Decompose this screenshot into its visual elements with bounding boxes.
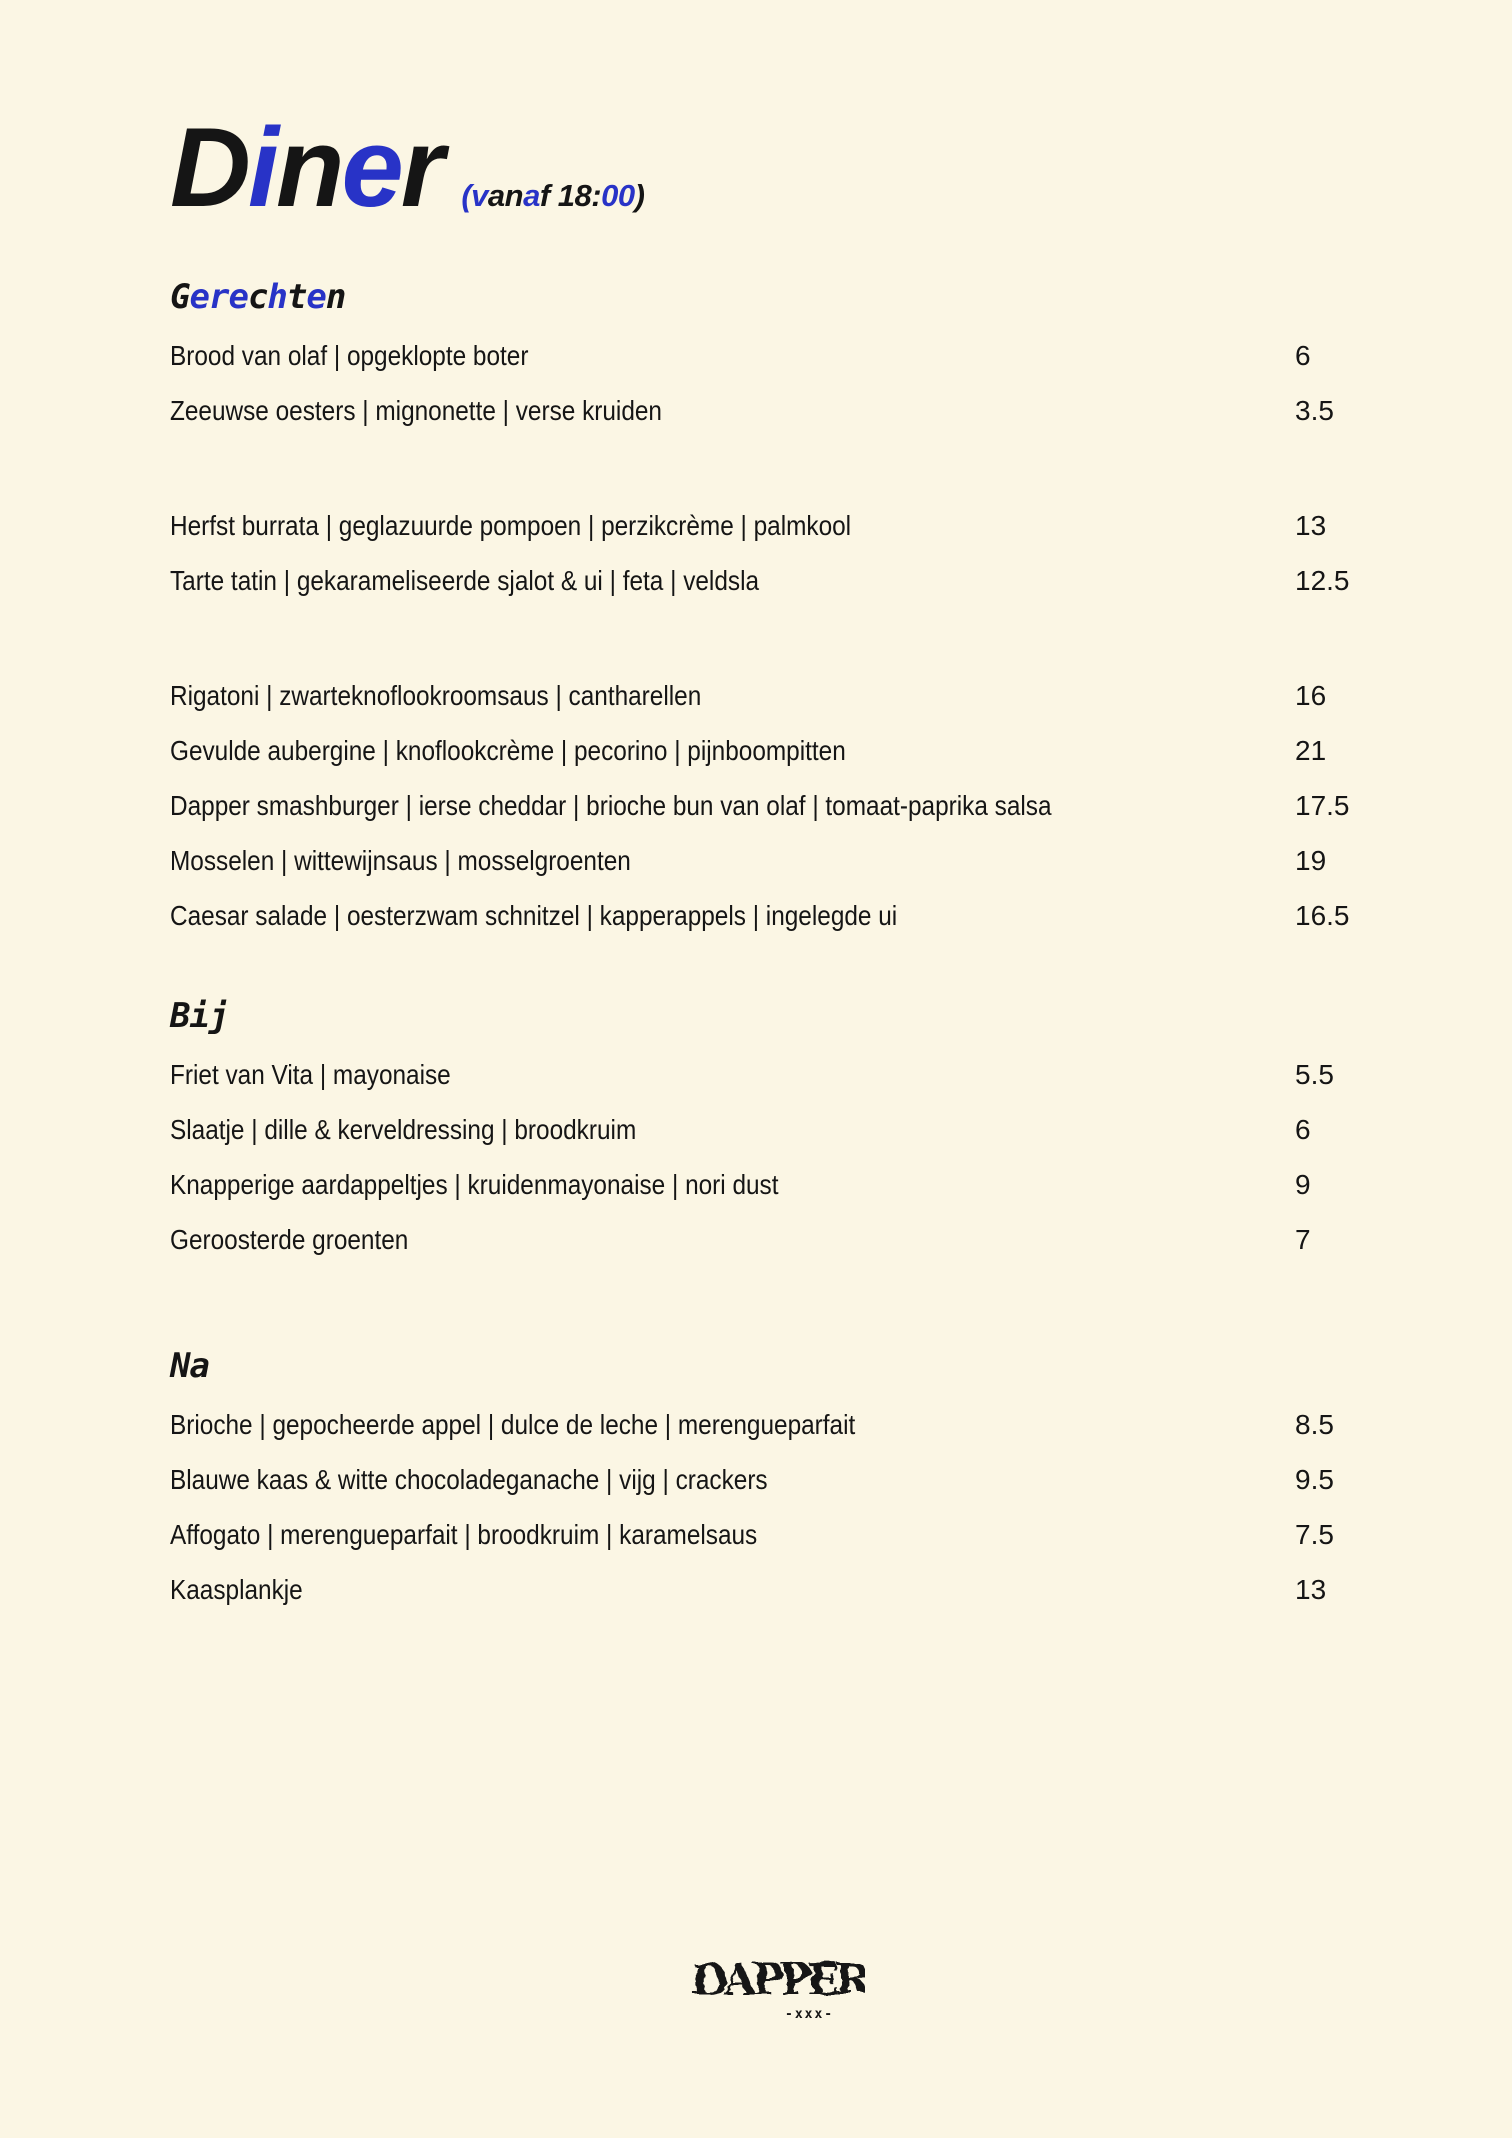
item-name: Herfst burrata | geglazuurde pompoen | perzikcrème | palmkool xyxy=(170,509,852,541)
item-name: Affogato | merengueparfait | broodkruim | karamelsaus xyxy=(170,1518,758,1550)
menu-group-mains xyxy=(170,668,1512,943)
section-heading-na: Na xyxy=(170,1346,209,1386)
item-price: 7 xyxy=(1295,1223,1311,1255)
item-price: 3.5 xyxy=(1295,394,1334,426)
na-list xyxy=(170,1397,1512,1617)
item-price: 9 xyxy=(1295,1168,1311,1200)
item-name: Caesar salade | oesterzwam schnitzel | kapperappels | ingelegde ui xyxy=(170,899,898,931)
section-na xyxy=(170,1346,1512,1617)
menu-group-sides xyxy=(170,1047,1512,1267)
bij-list xyxy=(170,1047,1512,1267)
menu-item-row xyxy=(170,328,1512,383)
item-price: 13 xyxy=(1295,1573,1327,1605)
item-price: 16 xyxy=(1295,679,1327,711)
menu-item-row xyxy=(170,1157,1512,1212)
page-title: Diner xyxy=(170,105,442,230)
item-price: 12.5 xyxy=(1295,564,1350,596)
section-bij xyxy=(170,996,1512,1267)
dapper-logo-sub: -xxx- xyxy=(785,2007,835,2022)
page-subtitle: (vanaf 18:00) xyxy=(461,178,645,213)
menu-item-row xyxy=(170,668,1512,723)
section-heading-gerechten: Gerechten xyxy=(170,277,346,317)
section-heading-bij: Bij xyxy=(170,996,229,1036)
menu-item-row xyxy=(170,1452,1512,1507)
menu-item-row xyxy=(170,833,1512,888)
item-price: 16.5 xyxy=(1295,899,1350,931)
gerechten-list xyxy=(170,328,1512,943)
item-name: Friet van Vita | mayonaise xyxy=(170,1058,451,1090)
item-name: Knapperige aardappeltjes | kruidenmayonaise | nori dust xyxy=(170,1168,779,1200)
item-price: 9.5 xyxy=(1295,1463,1334,1495)
dapper-logo-graphic xyxy=(685,1942,865,2042)
menu-item-row xyxy=(170,1212,1512,1267)
menu-item-row xyxy=(170,1102,1512,1157)
menu-group-starters xyxy=(170,328,1512,438)
menu-item-row xyxy=(170,888,1512,943)
dapper-logo-text: DAPPER xyxy=(691,1955,865,2004)
menu-item-row xyxy=(170,1507,1512,1562)
menu-item-row xyxy=(170,498,1512,553)
menu-item-row xyxy=(170,1397,1512,1452)
item-name: Gevulde aubergine | knoflookcrème | pecorino | pijnboompitten xyxy=(170,734,846,766)
item-name: Brioche | gepocheerde appel | dulce de leche | merengueparfait xyxy=(170,1408,856,1440)
item-name: Dapper smashburger | ierse cheddar | brioche bun van olaf | tomaat-paprika salsa xyxy=(170,789,1052,821)
menu-item-row xyxy=(170,1562,1512,1617)
menu-header xyxy=(170,105,1512,230)
item-name: Geroosterde groenten xyxy=(170,1223,409,1255)
item-name: Brood van olaf | opgeklopte boter xyxy=(170,339,529,371)
menu-group-desserts xyxy=(170,1397,1512,1617)
item-name: Rigatoni | zwarteknoflookroomsaus | cantharellen xyxy=(170,679,702,711)
menu-item-row xyxy=(170,553,1512,608)
menu-item-row xyxy=(170,778,1512,833)
menu-item-row xyxy=(170,723,1512,778)
menu-item-row xyxy=(170,383,1512,438)
item-name: Tarte tatin | gekarameliseerde sjalot & ui | feta | veldsla xyxy=(170,564,760,596)
item-price: 7.5 xyxy=(1295,1518,1334,1550)
item-name: Mosselen | wittewijnsaus | mosselgroenten xyxy=(170,844,631,876)
menu-item-row xyxy=(170,1047,1512,1102)
item-name: Blauwe kaas & witte chocoladeganache | vijg | crackers xyxy=(170,1463,768,1495)
item-price: 13 xyxy=(1295,509,1327,541)
item-price: 17.5 xyxy=(1295,789,1350,821)
item-price: 5.5 xyxy=(1295,1058,1334,1090)
item-price: 6 xyxy=(1295,1113,1311,1145)
section-gerechten xyxy=(170,277,1512,943)
item-name: Zeeuwse oesters | mignonette | verse kruiden xyxy=(170,394,662,426)
menu-group-small-plates xyxy=(170,498,1512,608)
dapper-logo xyxy=(685,1942,865,2042)
item-price: 6 xyxy=(1295,339,1311,371)
item-name: Slaatje | dille & kerveldressing | broodkruim xyxy=(170,1113,637,1145)
item-price: 8.5 xyxy=(1295,1408,1334,1440)
item-price: 21 xyxy=(1295,734,1327,766)
item-price: 19 xyxy=(1295,844,1327,876)
item-name: Kaasplankje xyxy=(170,1573,303,1605)
